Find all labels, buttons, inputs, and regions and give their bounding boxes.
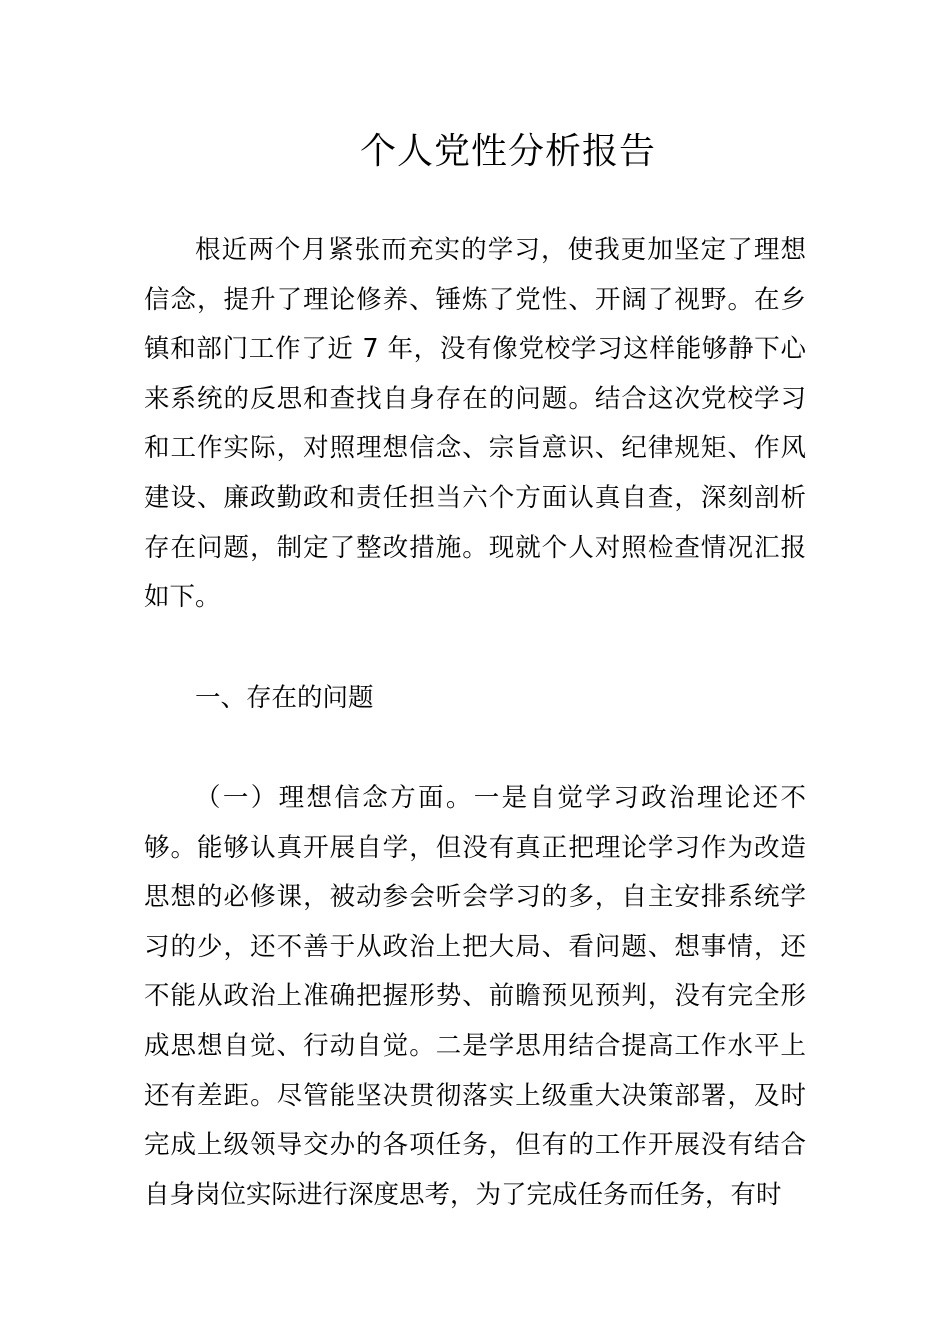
- section-heading: 一、存在的问题: [195, 683, 374, 713]
- document-title: 个人党性分析报告: [359, 131, 656, 172]
- section-paragraph: （一）理想信念方面。一是自觉学习政治理论还不够。能够认真开展自学，但没有真正把理论学习作为改造思想的必修课，被动参会听会学习的多，自主安排系统学习的少，还不善于从政治上把大局、看问题、想事情，还不能从政治上准确把握形势、前瞻预见预判，没有完全形成思想自觉、行动自觉。二是学思用结合提高工作水平上还有差距。尽管能坚决贯彻落实上级重大决策部署，及时完成上级领导交办的各项任务，但有的工作开展没有结合自身岗位实际进行深度思考，为了完成任务而任务，有时: [144, 783, 806, 1210]
- intro-paragraph: 根近两个月紧张而充实的学习，使我更加坚定了理想信念，提升了理论修养、锤炼了党性、开阔了视野。在乡镇和部门工作了近 7 年，没有像党校学习这样能够静下心来系统的反思和查找自身存在的问题。结合这次党校学习和工作实际，对照理想信念、宗旨意识、纪律规矩、作风建设、廉政勤政和责任担当六个方面认真自查，深刻剖析存在问题，制定了整改措施。现就个人对照检查情况汇报如下。: [144, 235, 806, 613]
